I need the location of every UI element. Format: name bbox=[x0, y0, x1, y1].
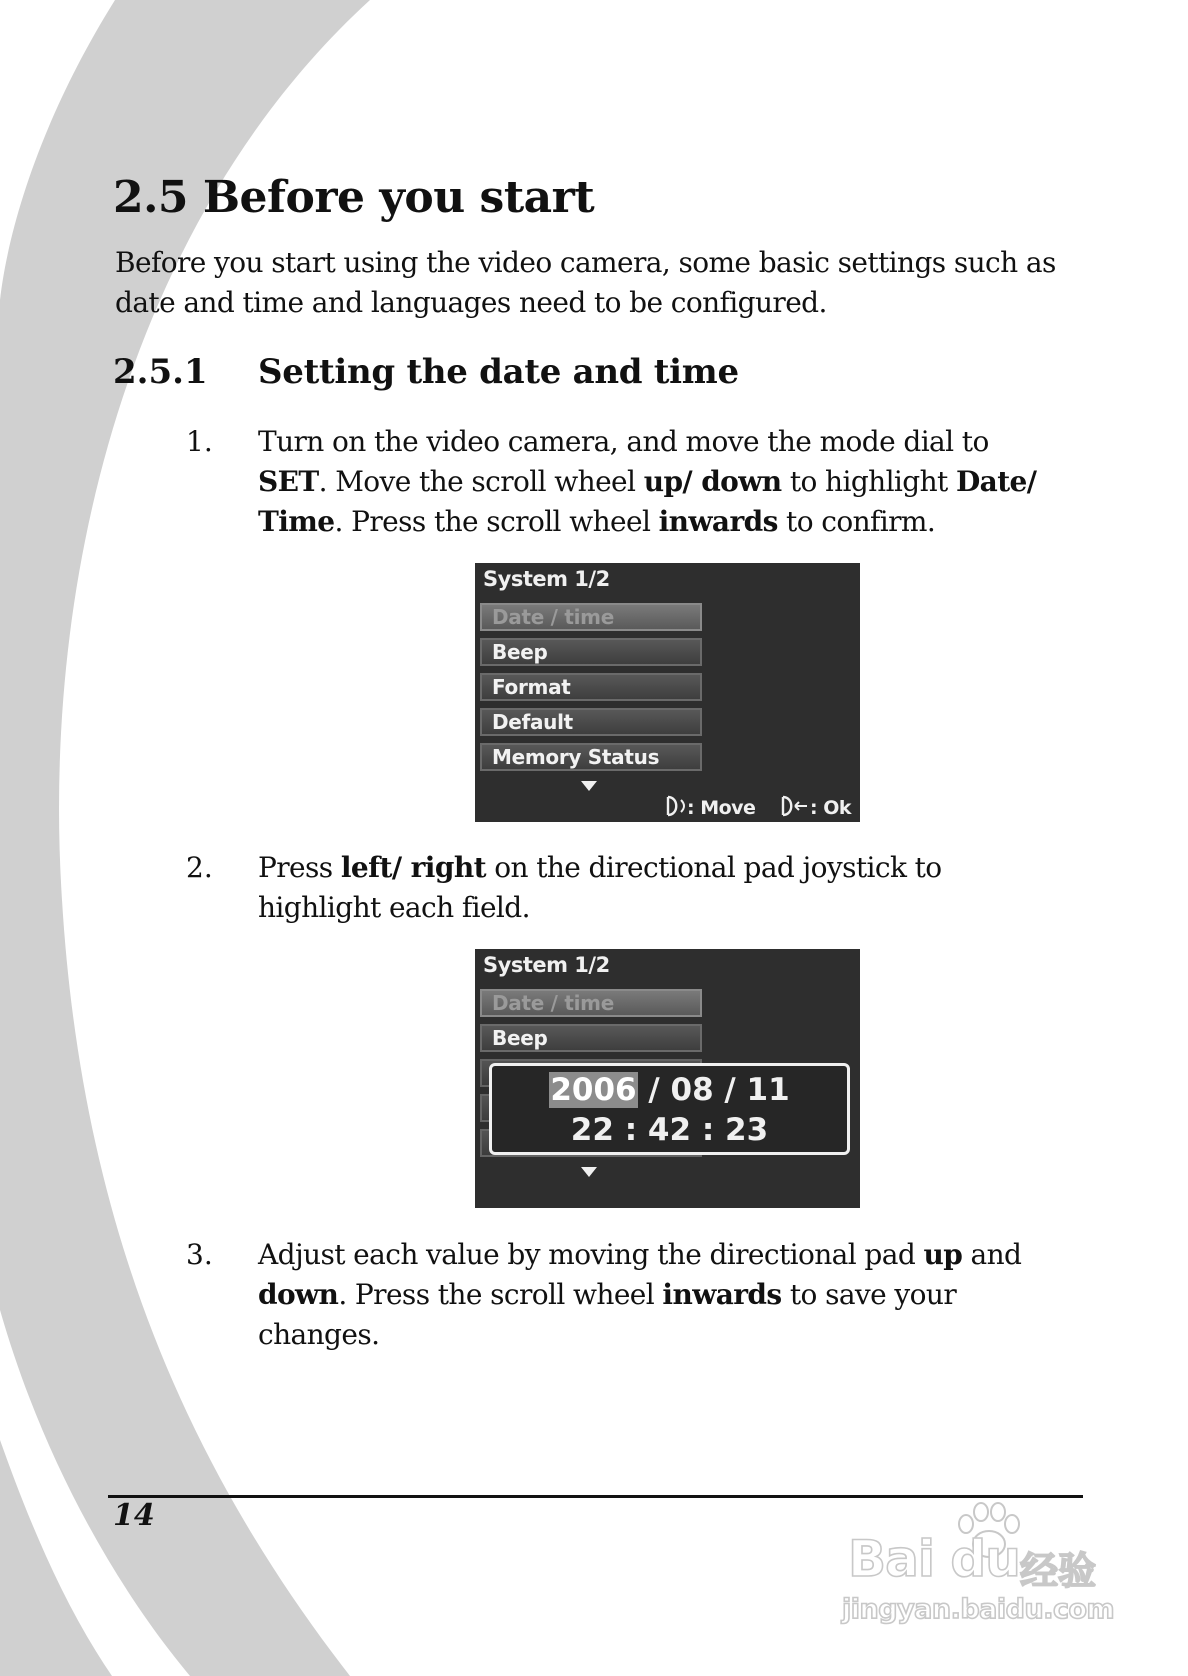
step-3-text-a: Adjust each value by moving the directional pad bbox=[258, 1238, 924, 1271]
menu-item-date-time: Date / time bbox=[480, 989, 702, 1017]
step-3-number: 3. bbox=[186, 1238, 213, 1271]
subsection-title: Setting the date and time bbox=[258, 352, 739, 392]
hint-move bbox=[665, 795, 755, 819]
scroll-wheel-icon bbox=[665, 795, 687, 817]
menu-item-memory-status: Memory Status bbox=[480, 743, 702, 771]
step-3-text bbox=[258, 1235, 1108, 1355]
menu-item-beep: Beep bbox=[480, 1024, 702, 1052]
screen-1-title: System 1/2 bbox=[483, 567, 610, 591]
year-field-highlighted: 2006 bbox=[550, 1072, 637, 1108]
menu-item-format: Format bbox=[480, 673, 702, 701]
date-row bbox=[492, 1072, 847, 1108]
hint-move-label: : Move bbox=[687, 797, 756, 819]
section-intro bbox=[115, 243, 1095, 323]
step-2-text-a: Press bbox=[258, 851, 341, 884]
step-1-text-d: to confirm. bbox=[777, 505, 936, 538]
scroll-down-arrow-icon bbox=[581, 1167, 597, 1177]
watermark-url: jingyan.baidu.com bbox=[842, 1594, 1115, 1625]
step-1-bold-date: Date/ bbox=[956, 465, 1037, 498]
intro-line-1: Before you start using the video camera, some basic settings such as bbox=[115, 246, 1056, 279]
baidu-watermark bbox=[838, 1500, 1118, 1660]
step-1-bold-set: SET bbox=[258, 465, 319, 498]
footer-rule bbox=[108, 1495, 1083, 1498]
step-1-number: 1. bbox=[186, 425, 213, 458]
step-1-text bbox=[258, 422, 1108, 542]
camera-menu-screen-1 bbox=[475, 563, 860, 822]
step-1-text-b: to highlight bbox=[781, 465, 956, 498]
intro-line-2: date and time and languages need to be configured. bbox=[115, 286, 827, 319]
step-2-text bbox=[258, 848, 1108, 928]
camera-menu-screen-2 bbox=[475, 949, 860, 1208]
menu-item-beep: Beep bbox=[480, 638, 702, 666]
date-rest: / 08 / 11 bbox=[637, 1072, 790, 1108]
step-2-bold-leftright: left/ right bbox=[340, 851, 486, 884]
step-2-number: 2. bbox=[186, 851, 213, 884]
step-2-text-b: on the directional pad joystick to bbox=[485, 851, 942, 884]
subsection-number: 2.5.1 bbox=[113, 352, 208, 392]
scroll-down-arrow-icon bbox=[581, 781, 597, 791]
step-3-bold-inwards: inwards bbox=[662, 1278, 782, 1311]
menu-item-date-time: Date / time bbox=[480, 603, 702, 631]
watermark-brand: Bai du bbox=[848, 1530, 1020, 1588]
screen-2-title: System 1/2 bbox=[483, 953, 610, 977]
step-3-text-b: and bbox=[962, 1238, 1022, 1271]
step-1-bold-updown: up/ down bbox=[643, 465, 782, 498]
step-3-text-c: . Press the scroll wheel bbox=[338, 1278, 663, 1311]
time-row: 22 : 42 : 23 bbox=[570, 1112, 769, 1148]
date-time-editor bbox=[489, 1063, 850, 1155]
hint-ok-label: : Ok bbox=[810, 797, 852, 819]
step-1-line-1: Turn on the video camera, and move the mode dial to bbox=[258, 425, 989, 458]
watermark-chinese: 经验 bbox=[1020, 1549, 1097, 1593]
step-3-line-3: changes. bbox=[258, 1318, 380, 1351]
step-3-bold-down: down bbox=[258, 1278, 339, 1311]
step-3-text-d: to save your bbox=[781, 1278, 957, 1311]
scroll-wheel-press-icon bbox=[780, 795, 810, 817]
section-title: 2.5 Before you start bbox=[113, 172, 595, 223]
page-number: 14 bbox=[113, 1498, 155, 1533]
menu-item-default: Default bbox=[480, 708, 702, 736]
step-1-text-c: . Press the scroll wheel bbox=[334, 505, 659, 538]
step-3-bold-up: up bbox=[923, 1238, 963, 1271]
step-1-text-a: . Move the scroll wheel bbox=[318, 465, 644, 498]
step-1-bold-inwards: inwards bbox=[658, 505, 778, 538]
hint-ok bbox=[780, 795, 851, 819]
step-2-line-2: highlight each field. bbox=[258, 891, 530, 924]
step-1-bold-time: Time bbox=[258, 505, 335, 538]
